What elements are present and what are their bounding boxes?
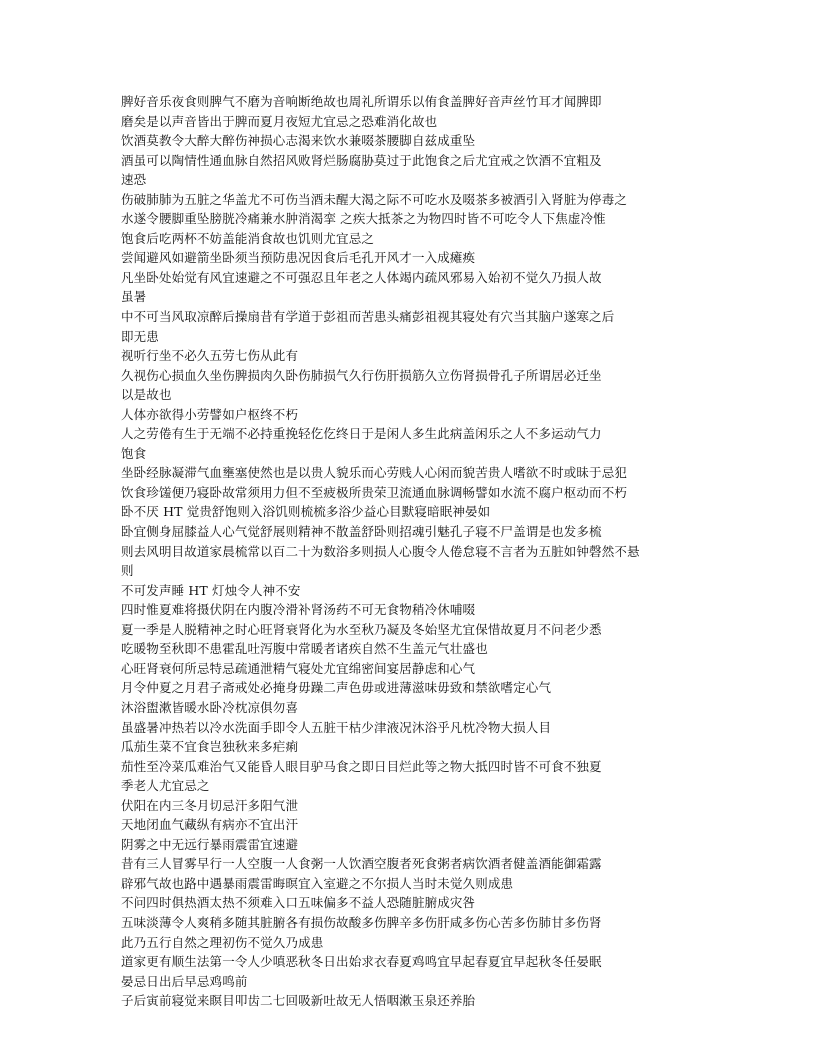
text-line: 伤破肺肺为五脏之华盖尤不可伤当酒未醒大渴之际不可吃水及啜茶多被酒引入肾脏为停毒之 <box>121 191 628 207</box>
text-line: 饮酒莫教令大醉大醉伤神损心志渴来饮水兼啜茶腰脚自兹成重坠 <box>121 133 476 149</box>
text-line: 不问四时俱热酒太热不须难入口五味偏多不益人恐随脏腑成灾咎 <box>121 895 476 911</box>
text-line: 则 <box>121 563 134 579</box>
text-line: 饱食后吃两杯不妨盖能消食故也饥则尤宜忌之 <box>121 230 375 246</box>
text-line: 视听行坐不必久五劳七伤从此有 <box>121 348 299 364</box>
text-line: 虽暑 <box>121 289 147 305</box>
document-body <box>121 92 701 1011</box>
text-line: 卧宜侧身屈膝益人心气觉舒展则精神不散盖舒卧则招魂引魅孔子寝不尸盖谓是也发多梳 <box>121 524 602 540</box>
text-line: 昔有三人冒雾早行一人空腹一人食粥一人饮酒空腹者死食粥者病饮酒者健盖酒能御霜露 <box>121 856 602 872</box>
text-line: 沐浴盥漱皆暖水卧冷枕凉俱勿喜 <box>121 699 299 715</box>
text-line: 脾好音乐夜食则脾气不磨为音响断绝故也周礼所谓乐以侑食盖脾好音声丝竹耳才闻脾即 <box>121 94 602 109</box>
text-line: 吃暖物至秋即不患霍乱吐泻腹中常暖者诸疾自然不生盖元气壮盛也 <box>121 641 488 657</box>
text-line: 酒虽可以陶情性通血脉自然招风败肾烂肠腐胁莫过于此饱食之后尤宜戒之饮酒不宜粗及 <box>121 152 602 168</box>
text-line: 不可发声睡 HT 灯烛令人神不安 <box>121 582 301 598</box>
text-line: 茄性至冷菜瓜难治气又能昏人眼目驴马食之即日目烂此等之物大抵四时皆不可食不独夏 <box>121 758 602 774</box>
text-line: 道家更有顺生法第一令人少嗔恶秋冬日出始求衣春夏鸡鸣宜早起春夏宜早起秋冬任晏眠 <box>121 954 602 970</box>
text-line: 卧不厌 HT 觉贵舒饱则入浴饥则梳梳多浴少益心目默寝暗眠神晏如 <box>121 504 491 520</box>
text-line: 凡坐卧处始觉有风宜速避之不可强忍且年老之人体竭内疏风邪易入始初不觉久乃损人故 <box>121 269 602 285</box>
text-line: 速恐 <box>121 172 147 188</box>
text-line: 四时惟夏难将摄伏阴在内腹冷滑补肾汤药不可无食物稍冷休哺啜 <box>121 602 476 618</box>
text-line: 人体亦欲得小劳譬如户枢终不朽 <box>121 406 299 422</box>
text-line: 饮食珍馐便乃寝卧故常须用力但不至疲极所贵荣卫流通血脉调畅譬如水流不腐户枢动而不朽 <box>121 484 628 500</box>
text-line: 以是故也 <box>121 387 172 403</box>
text-line: 水遂令腰脚重坠膀胱冷痛兼水肿消渴挛 之疾大抵茶之为物四时皆不可吃令人下焦虚冷惟 <box>121 211 606 227</box>
text-line: 此乃五行自然之理初伤不觉久乃成患 <box>121 934 324 950</box>
text-line: 久视伤心损血久坐伤脾损肉久卧伤肺损气久行伤肝损筋久立伤肾损骨孔子所谓居必迁坐 <box>121 367 602 383</box>
text-line: 月令仲夏之月君子斋戒处必掩身毋躁二声色毋或进薄滋味毋致和禁欲嗜定心气 <box>121 680 552 696</box>
text-line: 阴雾之中无远行暴雨震雷宜速避 <box>121 836 299 852</box>
text-line: 季老人尤宜忌之 <box>121 778 210 794</box>
text-line: 夏一季是人脱精神之时心旺肾衰肾化为水至秋乃凝及冬始坚尤宜保惜故夏月不问老少悉 <box>121 621 602 637</box>
text-line: 饱食 <box>121 445 147 461</box>
text-line: 虽盛暑冲热若以冷水洗面手即令人五脏干枯少津液况沐浴乎凡枕冷物大损人目 <box>121 719 552 735</box>
text-line: 磨矣是以声音皆出于脾而夏月夜短尤宜忌之恐难消化故也 <box>121 113 438 129</box>
text-line: 天地闭血气藏纵有病亦不宜出汗 <box>121 817 299 833</box>
text-line: 中不可当风取凉醉后操扇昔有学道于彭祖而苦患头痛彭祖视其寝处有穴当其脑户遂寒之后 <box>121 309 615 325</box>
text-line: 子后寅前寝觉来瞑目叩齿二七回吸新吐故无人悟咽漱玉泉还养胎 <box>121 993 476 1009</box>
text-line: 心旺肾衰何所忌特忌疏通泄精气寝处尤宜绵密间宴居静虑和心气 <box>121 660 476 676</box>
text-line: 晏忌日出后早忌鸡鸣前 <box>121 973 248 989</box>
text-line: 尝闻避风如避箭坐卧须当预防患况因食后毛孔开风才一入成瘫痪 <box>121 250 476 266</box>
text-line: 辟邪气故也路中遇暴雨震雷晦暝宜入室避之不尔损人当时未觉久则成患 <box>121 875 514 891</box>
text-line: 五味淡薄令人爽稍多随其脏腑各有损伤故酸多伤脾辛多伤肝咸多伤心苦多伤肺甘多伤肾 <box>121 914 602 930</box>
text-line: 人之劳倦有生于无端不必持重挽轻仡仡终日于是闲人多生此病盖闲乐之人不多运动气力 <box>121 426 602 442</box>
text-line: 即无患 <box>121 328 159 344</box>
text-line: 伏阳在内三冬月切忌汗多阳气泄 <box>121 797 299 813</box>
text-line: 瓜茄生菜不宜食岂独秋来多疟痢 <box>121 739 299 755</box>
text-line: 则去风明目故道家晨梳常以百二十为数浴多则损人心腹令人倦怠寝不言者为五脏如钟磬然不悬 <box>121 543 640 559</box>
text-line: 坐卧经脉凝滞气血壅塞使然也是以贵人貌乐而心劳贱人心闲而貌苦贵人嗜欲不时或昧于忌犯 <box>121 465 628 481</box>
